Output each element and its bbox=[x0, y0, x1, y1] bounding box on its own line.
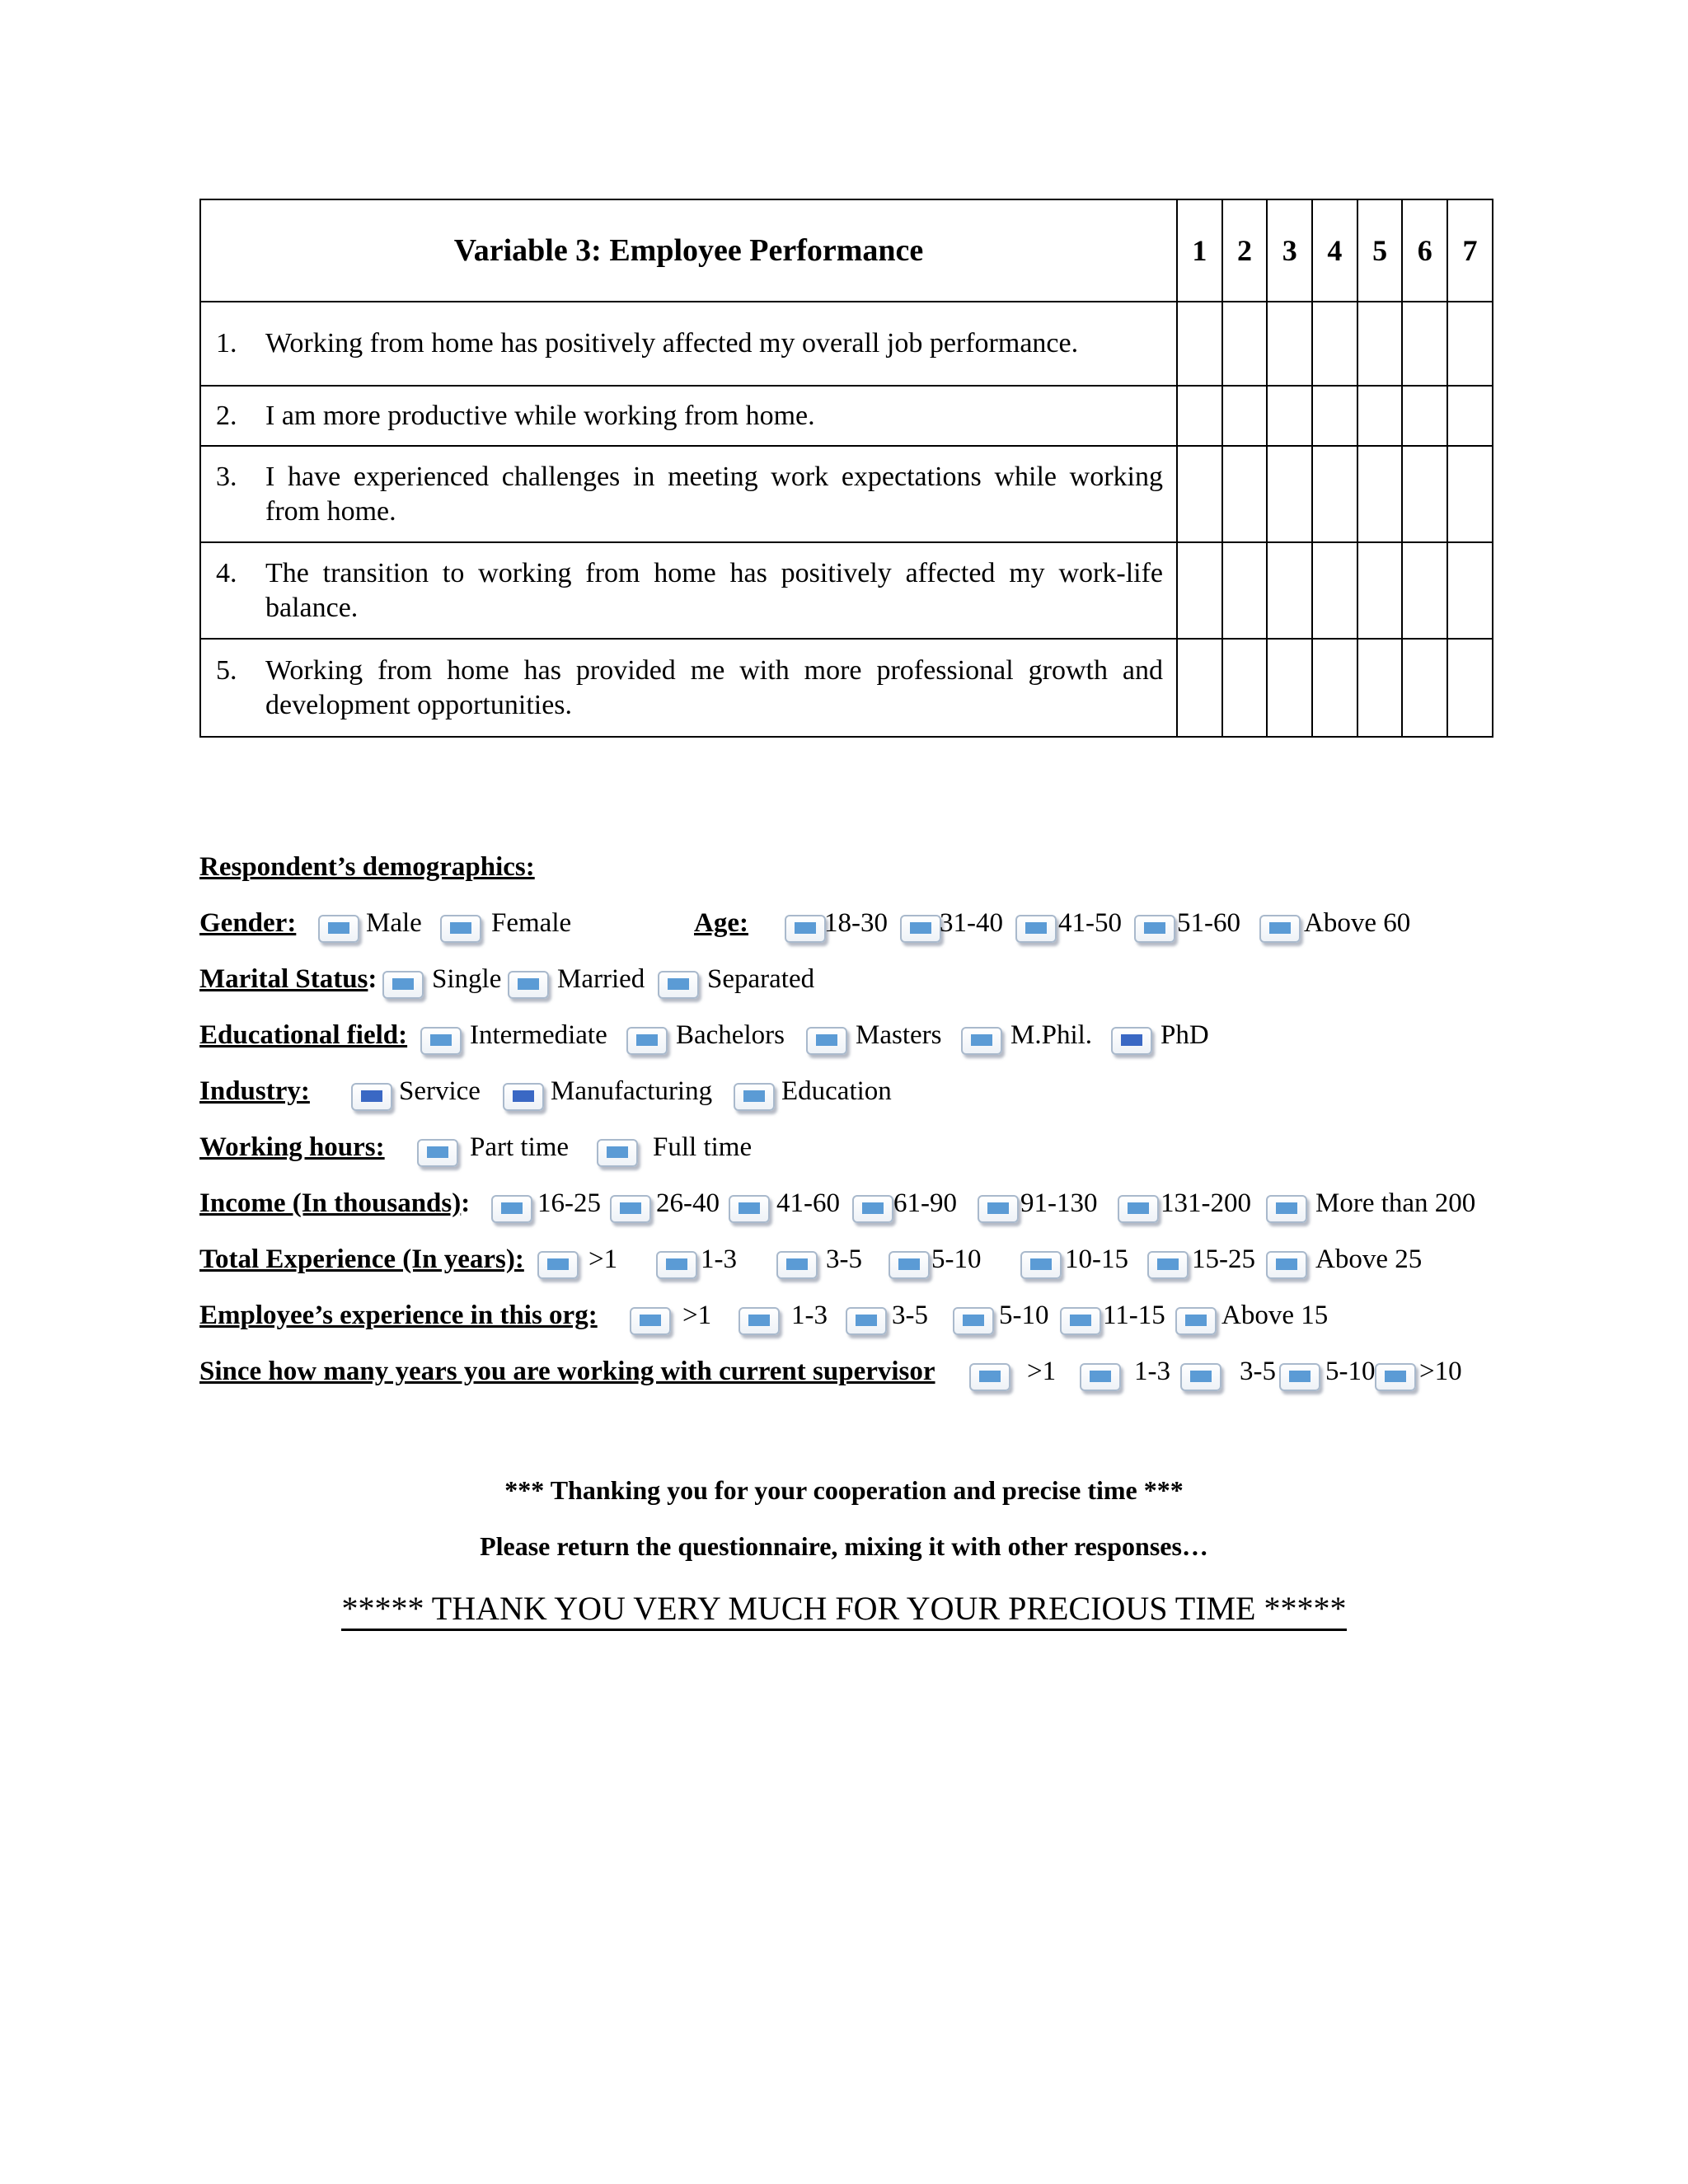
option-label: >1 bbox=[588, 1244, 618, 1274]
scale-header-6: 6 bbox=[1402, 199, 1447, 302]
likert-table bbox=[199, 199, 1493, 738]
rating-cell[interactable] bbox=[1357, 446, 1403, 542]
question-number: 2. bbox=[216, 400, 237, 431]
option-label: 31-40 bbox=[940, 908, 1003, 938]
income-row bbox=[199, 1182, 1688, 1223]
option-label: Separated bbox=[707, 964, 815, 994]
option-label: 15-25 bbox=[1192, 1244, 1255, 1274]
org-experience-label: Employee’s experience in this org: bbox=[199, 1301, 598, 1330]
option-label: Intermediate bbox=[470, 1020, 607, 1050]
question-text: The transition to working from home has positively affected my work-life balance. bbox=[265, 557, 1163, 623]
option-label: 1-3 bbox=[701, 1244, 737, 1274]
rating-cell[interactable] bbox=[1447, 639, 1493, 737]
income-option-checkbox[interactable] bbox=[852, 1195, 893, 1223]
supervisor-row bbox=[199, 1350, 1688, 1391]
option-label: 91-130 bbox=[1020, 1188, 1098, 1218]
income-option-checkbox[interactable] bbox=[729, 1195, 770, 1223]
gender-female-checkbox[interactable] bbox=[440, 915, 481, 943]
income-option-checkbox[interactable] bbox=[491, 1195, 532, 1223]
experience-option-checkbox[interactable] bbox=[776, 1251, 818, 1279]
industry-option-checkbox[interactable] bbox=[351, 1083, 392, 1111]
education-option-checkbox[interactable] bbox=[1111, 1027, 1152, 1055]
scale-header-5: 5 bbox=[1357, 199, 1403, 302]
thank-you-line: *** Thanking you for your cooperation and precise time *** bbox=[504, 1475, 1184, 1505]
rating-cell[interactable] bbox=[1177, 542, 1222, 639]
option-label: >1 bbox=[682, 1301, 712, 1330]
option-label: Education bbox=[781, 1076, 892, 1106]
table-row bbox=[200, 542, 1493, 639]
income-option-checkbox[interactable] bbox=[978, 1195, 1019, 1223]
income-option-checkbox[interactable] bbox=[1266, 1195, 1307, 1223]
rating-cell[interactable] bbox=[1312, 446, 1357, 542]
marital-separated-checkbox[interactable] bbox=[658, 971, 699, 999]
rating-cell[interactable] bbox=[1402, 446, 1447, 542]
experience-label: Total Experience (In years): bbox=[199, 1244, 524, 1274]
rating-cell[interactable] bbox=[1447, 446, 1493, 542]
education-label: Educational field: bbox=[199, 1020, 408, 1050]
education-option-checkbox[interactable] bbox=[961, 1027, 1002, 1055]
question-number: 4. bbox=[216, 557, 237, 588]
age-option-checkbox[interactable] bbox=[785, 915, 826, 943]
rating-cell[interactable] bbox=[1402, 302, 1447, 386]
option-label: >10 bbox=[1419, 1357, 1462, 1386]
age-option-checkbox[interactable] bbox=[1015, 915, 1057, 943]
question-number: 3. bbox=[216, 461, 237, 492]
rating-cell[interactable] bbox=[1222, 446, 1268, 542]
scale-header-2: 2 bbox=[1222, 199, 1268, 302]
experience-option-checkbox[interactable] bbox=[889, 1251, 930, 1279]
question-text: I am more productive while working from home. bbox=[265, 400, 815, 431]
question-text: Working from home has provided me with more professional growth and development opportunities. bbox=[265, 654, 1163, 720]
rating-cell[interactable] bbox=[1177, 639, 1222, 737]
option-label: 3-5 bbox=[826, 1244, 862, 1274]
rating-cell[interactable] bbox=[1312, 386, 1357, 446]
org-experience-option-checkbox[interactable] bbox=[953, 1307, 994, 1335]
option-label: 1-3 bbox=[791, 1301, 828, 1330]
rating-cell[interactable] bbox=[1177, 386, 1222, 446]
rating-cell[interactable] bbox=[1447, 542, 1493, 639]
org-experience-option-checkbox[interactable] bbox=[630, 1307, 671, 1335]
gender-label: Gender: bbox=[199, 908, 297, 938]
rating-cell[interactable] bbox=[1267, 639, 1312, 737]
education-option-checkbox[interactable] bbox=[806, 1027, 847, 1055]
marital-single-checkbox[interactable] bbox=[382, 971, 424, 999]
rating-cell[interactable] bbox=[1312, 542, 1357, 639]
rating-cell[interactable] bbox=[1267, 542, 1312, 639]
table-row bbox=[200, 639, 1493, 737]
org-experience-row bbox=[199, 1294, 1688, 1335]
table-title: Variable 3: Employee Performance bbox=[200, 199, 1177, 302]
experience-option-checkbox[interactable] bbox=[1266, 1251, 1307, 1279]
rating-cell[interactable] bbox=[1447, 386, 1493, 446]
option-label: Bachelors bbox=[676, 1020, 785, 1050]
option-label: Married bbox=[557, 964, 645, 994]
rating-cell[interactable] bbox=[1402, 386, 1447, 446]
org-experience-option-checkbox[interactable] bbox=[1175, 1307, 1217, 1335]
option-label: 5-10 bbox=[1325, 1357, 1376, 1386]
question-number: 1. bbox=[216, 328, 237, 359]
education-option-checkbox[interactable] bbox=[420, 1027, 462, 1055]
income-option-checkbox[interactable] bbox=[610, 1195, 651, 1223]
option-label: 61-90 bbox=[893, 1188, 957, 1218]
option-label: >1 bbox=[1027, 1357, 1057, 1386]
rating-cell[interactable] bbox=[1357, 386, 1403, 446]
rating-cell[interactable] bbox=[1447, 302, 1493, 386]
question-number: 5. bbox=[216, 654, 237, 686]
hours-full-time-checkbox[interactable] bbox=[597, 1139, 638, 1167]
option-label: 3-5 bbox=[892, 1301, 928, 1330]
return-instruction: Please return the questionnaire, mixing it with other responses… bbox=[480, 1531, 1208, 1561]
table-header-row bbox=[200, 199, 1493, 302]
rating-cell[interactable] bbox=[1312, 639, 1357, 737]
experience-row bbox=[199, 1238, 1688, 1279]
option-label: 5-10 bbox=[999, 1301, 1049, 1330]
option-label: Above 15 bbox=[1221, 1301, 1329, 1330]
option-label: More than 200 bbox=[1315, 1188, 1476, 1218]
supervisor-option-checkbox[interactable] bbox=[1080, 1363, 1121, 1391]
option-label: 5-10 bbox=[931, 1244, 982, 1274]
option-label: 131-200 bbox=[1160, 1188, 1251, 1218]
scale-header-1: 1 bbox=[1177, 199, 1222, 302]
option-label: 11-15 bbox=[1103, 1301, 1165, 1330]
org-experience-option-checkbox[interactable] bbox=[846, 1307, 887, 1335]
rating-cell[interactable] bbox=[1222, 542, 1268, 639]
option-label: 51-60 bbox=[1177, 908, 1240, 938]
experience-option-checkbox[interactable] bbox=[656, 1251, 697, 1279]
supervisor-option-checkbox[interactable] bbox=[1180, 1363, 1221, 1391]
age-option-checkbox[interactable] bbox=[1259, 915, 1301, 943]
option-label: 1-3 bbox=[1134, 1357, 1170, 1386]
supervisor-option-checkbox[interactable] bbox=[1375, 1363, 1416, 1391]
question-cell bbox=[200, 386, 1177, 446]
option-label: Above 25 bbox=[1315, 1244, 1423, 1274]
hours-label: Working hours: bbox=[199, 1132, 385, 1162]
option-label: 18-30 bbox=[824, 908, 888, 938]
option-label: Manufacturing bbox=[551, 1076, 713, 1106]
question-cell bbox=[200, 542, 1177, 639]
option-label: Single bbox=[432, 964, 502, 994]
age-label: Age: bbox=[694, 908, 748, 938]
marital-label: Marital Status: bbox=[199, 964, 377, 994]
option-label: M.Phil. bbox=[1010, 1020, 1093, 1050]
experience-option-checkbox[interactable] bbox=[1020, 1251, 1062, 1279]
option-label: PhD bbox=[1160, 1020, 1209, 1050]
education-row bbox=[199, 1014, 1688, 1055]
scale-header-7: 7 bbox=[1447, 199, 1493, 302]
final-thank-you: ***** THANK YOU VERY MUCH FOR YOUR PRECIOUS TIME ***** bbox=[0, 1589, 1688, 1628]
income-label: Income (In thousands): bbox=[199, 1188, 471, 1218]
rating-cell[interactable] bbox=[1222, 639, 1268, 737]
option-label: 41-50 bbox=[1058, 908, 1122, 938]
demographics-title: Respondent’s demographics: bbox=[199, 852, 535, 882]
gender-age-row bbox=[199, 902, 1688, 943]
org-experience-option-checkbox[interactable] bbox=[738, 1307, 780, 1335]
question-cell bbox=[200, 639, 1177, 737]
rating-cell[interactable] bbox=[1222, 386, 1268, 446]
question-cell bbox=[200, 446, 1177, 542]
rating-cell[interactable] bbox=[1357, 542, 1403, 639]
option-label: Masters bbox=[856, 1020, 942, 1050]
rating-cell[interactable] bbox=[1357, 302, 1403, 386]
option-label: 26-40 bbox=[656, 1188, 720, 1218]
question-text: I have experienced challenges in meeting work expectations while working from home. bbox=[265, 461, 1163, 527]
supervisor-option-checkbox[interactable] bbox=[1279, 1363, 1320, 1391]
rating-cell[interactable] bbox=[1222, 302, 1268, 386]
question-text: Working from home has positively affected my overall job performance. bbox=[265, 328, 1079, 359]
income-option-checkbox[interactable] bbox=[1118, 1195, 1159, 1223]
rating-cell[interactable] bbox=[1357, 639, 1403, 737]
supervisor-label: Since how many years you are working with current supervisor bbox=[199, 1357, 935, 1386]
age-option-checkbox[interactable] bbox=[1134, 915, 1175, 943]
option-label: Female bbox=[491, 908, 572, 938]
age-option-checkbox[interactable] bbox=[900, 915, 941, 943]
industry-row bbox=[199, 1070, 1688, 1111]
rating-cell[interactable] bbox=[1402, 542, 1447, 639]
option-label: 10-15 bbox=[1065, 1244, 1128, 1274]
experience-option-checkbox[interactable] bbox=[537, 1251, 579, 1279]
education-option-checkbox[interactable] bbox=[626, 1027, 668, 1055]
marital-married-checkbox[interactable] bbox=[508, 971, 549, 999]
option-label: 3-5 bbox=[1240, 1357, 1276, 1386]
table-row bbox=[200, 446, 1493, 542]
option-label: Part time bbox=[470, 1132, 570, 1162]
option-label: Above 60 bbox=[1304, 908, 1411, 938]
rating-cell[interactable] bbox=[1267, 386, 1312, 446]
option-label: Service bbox=[399, 1076, 481, 1106]
marital-row bbox=[199, 958, 1688, 999]
industry-label: Industry: bbox=[199, 1076, 310, 1106]
question-cell bbox=[200, 302, 1177, 386]
industry-option-checkbox[interactable] bbox=[734, 1083, 775, 1111]
scale-header-3: 3 bbox=[1267, 199, 1312, 302]
rating-cell[interactable] bbox=[1312, 302, 1357, 386]
gender-male-checkbox[interactable] bbox=[318, 915, 359, 943]
rating-cell[interactable] bbox=[1267, 302, 1312, 386]
org-experience-option-checkbox[interactable] bbox=[1060, 1307, 1101, 1335]
rating-cell[interactable] bbox=[1177, 302, 1222, 386]
table-row bbox=[200, 302, 1493, 386]
option-label: Male bbox=[366, 908, 422, 938]
option-label: 16-25 bbox=[537, 1188, 601, 1218]
experience-option-checkbox[interactable] bbox=[1147, 1251, 1189, 1279]
industry-option-checkbox[interactable] bbox=[503, 1083, 544, 1111]
option-label: 41-60 bbox=[776, 1188, 840, 1218]
option-label: Full time bbox=[653, 1132, 753, 1162]
table-row bbox=[200, 386, 1493, 446]
rating-cell[interactable] bbox=[1402, 639, 1447, 737]
hours-part-time-checkbox[interactable] bbox=[417, 1139, 458, 1167]
rating-cell[interactable] bbox=[1267, 446, 1312, 542]
scale-header-4: 4 bbox=[1312, 199, 1357, 302]
rating-cell[interactable] bbox=[1177, 446, 1222, 542]
hours-row bbox=[199, 1126, 1688, 1167]
supervisor-option-checkbox[interactable] bbox=[969, 1363, 1010, 1391]
